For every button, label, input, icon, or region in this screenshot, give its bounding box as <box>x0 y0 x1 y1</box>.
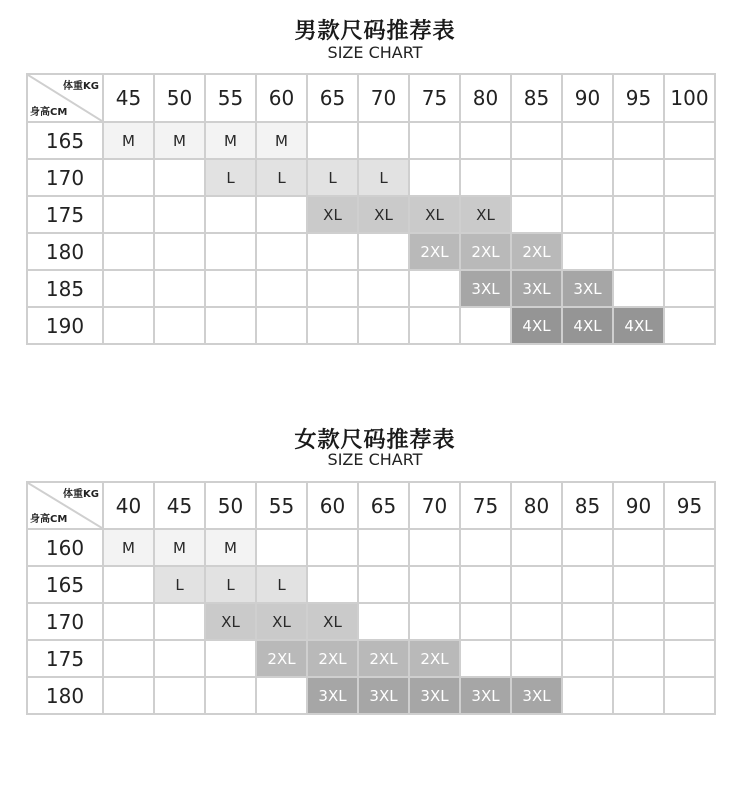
height-cell: 180 <box>27 677 103 714</box>
size-cell <box>256 307 307 344</box>
size-cell: XL <box>409 196 460 233</box>
weight-header-cell: 40 <box>103 482 154 529</box>
size-cell: M <box>103 529 154 566</box>
size-cell: XL <box>205 603 256 640</box>
size-cell <box>613 529 664 566</box>
size-cell: 2XL <box>256 640 307 677</box>
size-cell <box>664 307 715 344</box>
size-row <box>27 640 715 677</box>
size-row <box>27 122 715 159</box>
size-cell: 2XL <box>409 640 460 677</box>
size-cell <box>154 677 205 714</box>
size-cell <box>613 603 664 640</box>
size-row <box>27 603 715 640</box>
weight-header-cell: 50 <box>205 482 256 529</box>
size-cell <box>205 677 256 714</box>
size-cell <box>307 307 358 344</box>
size-cell: L <box>358 159 409 196</box>
size-row <box>27 677 715 714</box>
size-cell <box>154 159 205 196</box>
height-cell: 175 <box>27 196 103 233</box>
size-cell <box>358 270 409 307</box>
size-cell <box>664 677 715 714</box>
size-cell <box>511 196 562 233</box>
size-cell <box>562 196 613 233</box>
size-cell: 3XL <box>460 677 511 714</box>
size-cell: 4XL <box>613 307 664 344</box>
size-cell <box>358 529 409 566</box>
size-cell <box>613 233 664 270</box>
size-cell <box>103 603 154 640</box>
weight-header-cell: 100 <box>664 74 715 122</box>
size-cell: L <box>205 159 256 196</box>
size-cell: M <box>205 122 256 159</box>
size-cell: 2XL <box>409 233 460 270</box>
size-cell <box>256 677 307 714</box>
size-cell <box>358 566 409 603</box>
height-cell: 185 <box>27 270 103 307</box>
height-cell: 170 <box>27 159 103 196</box>
weight-header-cell: 60 <box>307 482 358 529</box>
size-cell: 3XL <box>511 270 562 307</box>
size-cell <box>460 159 511 196</box>
size-cell <box>409 159 460 196</box>
size-cell <box>409 529 460 566</box>
size-cell <box>613 270 664 307</box>
size-cell <box>154 196 205 233</box>
size-cell: XL <box>307 603 358 640</box>
size-cell <box>307 270 358 307</box>
height-axis-label: 身高CM <box>30 514 68 525</box>
size-cell: 2XL <box>358 640 409 677</box>
weight-header-cell: 75 <box>460 482 511 529</box>
size-cell <box>154 233 205 270</box>
size-cell <box>103 270 154 307</box>
weight-axis-label: 体重KG <box>63 489 99 500</box>
size-cell <box>256 196 307 233</box>
weight-header-cell: 95 <box>664 482 715 529</box>
size-cell <box>460 603 511 640</box>
size-cell <box>664 159 715 196</box>
weight-header-cell: 95 <box>613 74 664 122</box>
size-cell: 3XL <box>511 677 562 714</box>
size-row <box>27 196 715 233</box>
size-cell: XL <box>256 603 307 640</box>
weight-header-cell: 55 <box>205 74 256 122</box>
height-cell: 170 <box>27 603 103 640</box>
size-cell <box>511 122 562 159</box>
size-cell: L <box>256 566 307 603</box>
size-cell: M <box>256 122 307 159</box>
weight-header-row <box>27 482 715 529</box>
men-chart-subtitle: SIZE CHART <box>327 43 423 62</box>
size-cell <box>613 196 664 233</box>
size-cell <box>154 640 205 677</box>
size-cell: L <box>205 566 256 603</box>
size-cell <box>358 233 409 270</box>
size-cell <box>613 566 664 603</box>
size-cell <box>562 677 613 714</box>
size-cell <box>409 122 460 159</box>
women-chart-title: 女款尺码推荐表 <box>294 428 456 453</box>
size-cell: M <box>154 529 205 566</box>
weight-header-cell: 90 <box>562 74 613 122</box>
size-cell: 3XL <box>358 677 409 714</box>
weight-header-cell: 60 <box>256 74 307 122</box>
size-cell: 3XL <box>307 677 358 714</box>
weight-header-cell: 55 <box>256 482 307 529</box>
size-cell: 4XL <box>562 307 613 344</box>
height-axis-label: 身高CM <box>30 107 68 118</box>
size-cell <box>103 159 154 196</box>
size-cell <box>613 122 664 159</box>
size-cell: 3XL <box>460 270 511 307</box>
size-cell <box>664 640 715 677</box>
size-cell: XL <box>307 196 358 233</box>
size-cell <box>409 307 460 344</box>
size-cell <box>511 529 562 566</box>
size-cell <box>205 233 256 270</box>
size-cell: 2XL <box>511 233 562 270</box>
size-cell <box>511 159 562 196</box>
size-cell <box>358 122 409 159</box>
size-cell <box>205 640 256 677</box>
size-cell <box>460 307 511 344</box>
size-row <box>27 233 715 270</box>
size-cell <box>103 677 154 714</box>
size-cell <box>154 307 205 344</box>
size-cell <box>511 566 562 603</box>
size-cell <box>613 677 664 714</box>
size-cell: 3XL <box>562 270 613 307</box>
size-cell <box>307 566 358 603</box>
size-cell <box>664 196 715 233</box>
size-row <box>27 566 715 603</box>
women-chart-subtitle: SIZE CHART <box>327 450 423 469</box>
weight-header-cell: 65 <box>307 74 358 122</box>
size-cell: L <box>256 159 307 196</box>
size-cell <box>460 529 511 566</box>
size-cell <box>307 122 358 159</box>
size-cell <box>664 270 715 307</box>
size-cell <box>562 529 613 566</box>
height-cell: 165 <box>27 122 103 159</box>
size-cell <box>205 196 256 233</box>
weight-header-row <box>27 74 715 122</box>
weight-header-cell: 45 <box>103 74 154 122</box>
size-cell <box>409 603 460 640</box>
size-cell <box>511 640 562 677</box>
women-size-table <box>26 481 716 715</box>
size-row <box>27 159 715 196</box>
size-cell <box>460 122 511 159</box>
weight-header-cell: 75 <box>409 74 460 122</box>
size-cell: M <box>154 122 205 159</box>
size-cell <box>664 566 715 603</box>
weight-header-cell: 65 <box>358 482 409 529</box>
weight-header-cell: 80 <box>460 74 511 122</box>
size-cell <box>511 603 562 640</box>
size-cell <box>409 270 460 307</box>
height-cell: 180 <box>27 233 103 270</box>
size-cell <box>103 307 154 344</box>
size-cell <box>562 122 613 159</box>
size-cell <box>664 233 715 270</box>
size-cell <box>103 566 154 603</box>
size-cell <box>613 640 664 677</box>
size-cell <box>307 233 358 270</box>
height-cell: 160 <box>27 529 103 566</box>
size-cell <box>613 159 664 196</box>
size-cell <box>664 529 715 566</box>
size-cell: XL <box>460 196 511 233</box>
weight-axis-label: 体重KG <box>63 81 99 92</box>
size-cell: 2XL <box>307 640 358 677</box>
size-cell <box>205 307 256 344</box>
size-cell <box>358 307 409 344</box>
size-cell <box>664 603 715 640</box>
size-cell <box>154 603 205 640</box>
size-cell: 4XL <box>511 307 562 344</box>
size-cell <box>562 566 613 603</box>
size-cell: L <box>154 566 205 603</box>
corner-cell <box>27 482 103 529</box>
corner-cell <box>27 74 103 122</box>
size-cell: XL <box>358 196 409 233</box>
weight-header-cell: 80 <box>511 482 562 529</box>
weight-header-cell: 85 <box>562 482 613 529</box>
weight-header-cell: 85 <box>511 74 562 122</box>
size-cell: 2XL <box>460 233 511 270</box>
size-cell: 3XL <box>409 677 460 714</box>
size-cell <box>256 233 307 270</box>
size-cell <box>103 196 154 233</box>
size-row <box>27 270 715 307</box>
size-cell: M <box>205 529 256 566</box>
size-row <box>27 307 715 344</box>
size-cell <box>460 566 511 603</box>
size-cell <box>562 233 613 270</box>
size-cell <box>256 529 307 566</box>
weight-header-cell: 70 <box>358 74 409 122</box>
size-cell <box>460 640 511 677</box>
size-cell <box>103 233 154 270</box>
size-cell <box>307 529 358 566</box>
height-cell: 175 <box>27 640 103 677</box>
weight-header-cell: 70 <box>409 482 460 529</box>
men-size-table <box>26 73 716 345</box>
size-cell <box>409 566 460 603</box>
size-row <box>27 529 715 566</box>
size-cell <box>205 270 256 307</box>
weight-header-cell: 50 <box>154 74 205 122</box>
size-cell <box>562 640 613 677</box>
size-cell <box>664 122 715 159</box>
weight-header-cell: 90 <box>613 482 664 529</box>
size-cell <box>103 640 154 677</box>
size-cell: M <box>103 122 154 159</box>
size-cell <box>562 159 613 196</box>
height-cell: 190 <box>27 307 103 344</box>
size-cell <box>358 603 409 640</box>
weight-header-cell: 45 <box>154 482 205 529</box>
height-cell: 165 <box>27 566 103 603</box>
size-cell <box>256 270 307 307</box>
size-cell <box>154 270 205 307</box>
size-cell <box>562 603 613 640</box>
size-cell: L <box>307 159 358 196</box>
men-chart-title: 男款尺码推荐表 <box>294 19 456 44</box>
